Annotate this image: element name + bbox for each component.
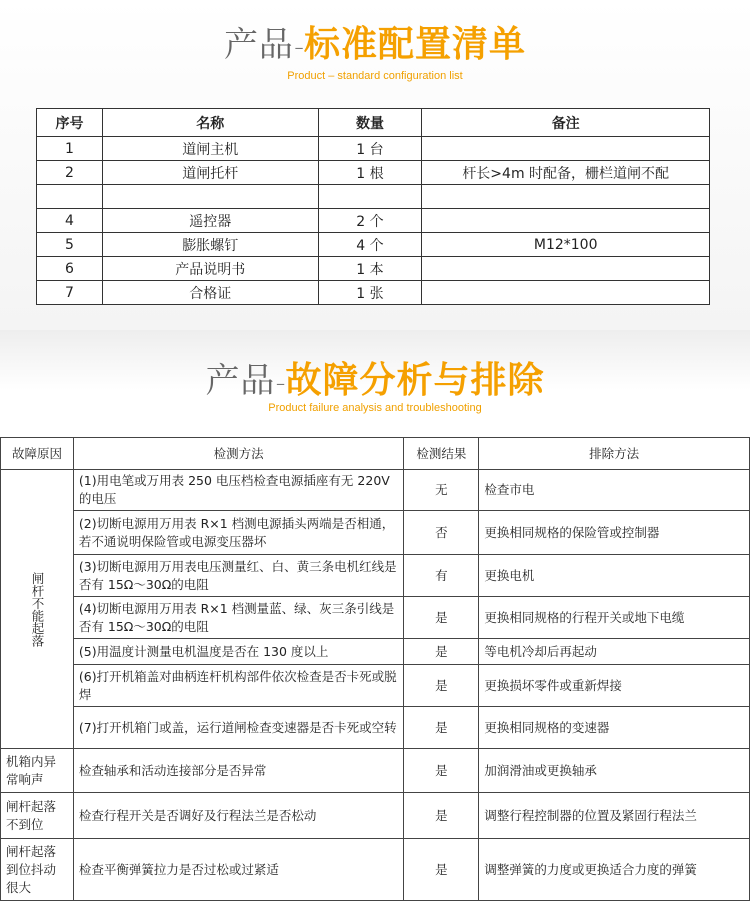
table-row xyxy=(1,597,750,639)
config-table-header xyxy=(37,109,710,137)
cell-name: 膨胀螺钉 xyxy=(102,233,318,257)
table-row xyxy=(37,137,710,161)
header-name: 名称 xyxy=(102,109,318,137)
cell-quantity: 1 张 xyxy=(318,281,422,305)
cell-method: (2)切断电源用万用表 R×1 档测电源插头两端是否相通，若不通说明保险管或电源变压器坏 xyxy=(73,511,404,555)
config-title-bold: 标准配置清单 xyxy=(304,24,527,65)
cell-solution: 更换损坏零件或重新焊接 xyxy=(479,665,750,707)
cell-result: 是 xyxy=(404,639,479,665)
fault-title-dash: - xyxy=(275,366,286,399)
cell-quantity xyxy=(318,185,422,209)
cell-result: 有 xyxy=(404,555,479,597)
cell-remark: M12*100 xyxy=(422,233,710,257)
cell-index: 5 xyxy=(37,233,103,257)
cell-cause: 闸杆起落到位抖动很大 xyxy=(1,839,74,901)
cell-solution: 更换相同规格的行程开关或地下电缆 xyxy=(479,597,750,639)
table-row xyxy=(37,185,710,209)
cell-method: (6)打开机箱盖对曲柄连杆机构部件依次检查是否卡死或脱焊 xyxy=(73,665,404,707)
cell-name: 道闸主机 xyxy=(102,137,318,161)
cell-method: 检查行程开关是否调好及行程法兰是否松动 xyxy=(73,793,404,839)
cell-result: 是 xyxy=(404,839,479,901)
cell-name: 产品说明书 xyxy=(102,257,318,281)
cell-quantity: 1 根 xyxy=(318,161,422,185)
cell-index: 4 xyxy=(37,209,103,233)
cell-remark xyxy=(422,257,710,281)
fault-title-bold: 故障分析与排除 xyxy=(285,360,545,401)
config-subtitle: Product – standard configuration list xyxy=(287,70,463,82)
cell-cause: 机箱内异常响声 xyxy=(1,749,74,793)
cell-index xyxy=(37,185,103,209)
table-row xyxy=(37,281,710,305)
cell-index: 6 xyxy=(37,257,103,281)
cell-quantity: 1 台 xyxy=(318,137,422,161)
header-result: 检测结果 xyxy=(404,438,479,470)
cell-method: (7)打开机箱门或盖，运行道闸检查变速器是否卡死或空转 xyxy=(73,707,404,749)
cell-quantity: 2 个 xyxy=(318,209,422,233)
cell-solution: 更换相同规格的保险管或控制器 xyxy=(479,511,750,555)
cell-result: 无 xyxy=(404,470,479,511)
table-row xyxy=(1,511,750,555)
cell-name: 遥控器 xyxy=(102,209,318,233)
cell-result: 是 xyxy=(404,707,479,749)
table-row xyxy=(1,470,750,511)
cell-cause: 闸杆起落不到位 xyxy=(1,793,74,839)
config-title-light: 产品 xyxy=(223,25,294,65)
cell-result: 是 xyxy=(404,749,479,793)
fault-title-light: 产品 xyxy=(205,361,276,401)
cell-solution: 调整弹簧的力度或更换适合力度的弹簧 xyxy=(479,839,750,901)
cell-method: (1)用电笔或万用表 250 电压档检查电源插座有无 220V 的电压 xyxy=(73,470,404,511)
cell-result: 是 xyxy=(404,665,479,707)
cell-method: (4)切断电源用万用表 R×1 档测量蓝、绿、灰三条引线是否有 15Ω～30Ω的电阻 xyxy=(73,597,404,639)
header-solution: 排除方法 xyxy=(479,438,750,470)
table-row xyxy=(1,707,750,749)
cell-name: 道闸托杆 xyxy=(102,161,318,185)
config-heading xyxy=(0,16,750,67)
table-row xyxy=(37,161,710,185)
cell-result: 否 xyxy=(404,511,479,555)
header-remark: 备注 xyxy=(422,109,710,137)
cell-solution: 加润滑油或更换轴承 xyxy=(479,749,750,793)
cell-method: 检查平衡弹簧拉力是否过松或过紧适 xyxy=(73,839,404,901)
table-row xyxy=(1,665,750,707)
cell-method: (5)用温度计测量电机温度是否在 130 度以上 xyxy=(73,639,404,665)
table-row xyxy=(1,639,750,665)
cell-method: 检查轴承和活动连接部分是否异常 xyxy=(73,749,404,793)
cell-solution: 更换电机 xyxy=(479,555,750,597)
cell-quantity: 4 个 xyxy=(318,233,422,257)
cell-name xyxy=(102,185,318,209)
cell-quantity: 1 本 xyxy=(318,257,422,281)
config-title-dash: - xyxy=(293,30,305,63)
header-quantity: 数量 xyxy=(318,109,422,137)
cell-index: 2 xyxy=(37,161,103,185)
cell-remark xyxy=(422,137,710,161)
table-row xyxy=(1,839,750,901)
cell-solution: 等电机冷却后再起动 xyxy=(479,639,750,665)
cell-method: (3)切断电源用万用表电压测量红、白、黄三条电机红线是否有 15Ω～30Ω的电阻 xyxy=(73,555,404,597)
fault-table-header xyxy=(1,438,750,470)
table-row xyxy=(1,555,750,597)
cell-remark xyxy=(422,209,710,233)
cell-cause-group xyxy=(1,470,74,749)
table-row xyxy=(37,209,710,233)
cell-index: 7 xyxy=(37,281,103,305)
cell-solution: 调整行程控制器的位置及紧固行程法兰 xyxy=(479,793,750,839)
cell-remark xyxy=(422,185,710,209)
fault-heading xyxy=(0,352,750,403)
header-method: 检测方法 xyxy=(73,438,404,470)
table-row xyxy=(1,749,750,793)
cell-solution: 更换相同规格的变速器 xyxy=(479,707,750,749)
config-table xyxy=(36,108,710,305)
cell-result: 是 xyxy=(404,793,479,839)
header-index: 序号 xyxy=(37,109,103,137)
fault-subtitle: Product failure analysis and troubleshooting xyxy=(268,402,482,414)
cell-name: 合格证 xyxy=(102,281,318,305)
cell-remark: 杆长>4m 时配备，栅栏道闸不配 xyxy=(422,161,710,185)
table-row xyxy=(37,233,710,257)
cause-text: 闸杆不能起落 xyxy=(29,571,45,647)
cell-index: 1 xyxy=(37,137,103,161)
table-row xyxy=(37,257,710,281)
cell-solution: 检查市电 xyxy=(479,470,750,511)
table-row xyxy=(1,793,750,839)
cell-result: 是 xyxy=(404,597,479,639)
cell-remark xyxy=(422,281,710,305)
fault-table xyxy=(0,437,750,901)
header-cause: 故障原因 xyxy=(1,438,74,470)
